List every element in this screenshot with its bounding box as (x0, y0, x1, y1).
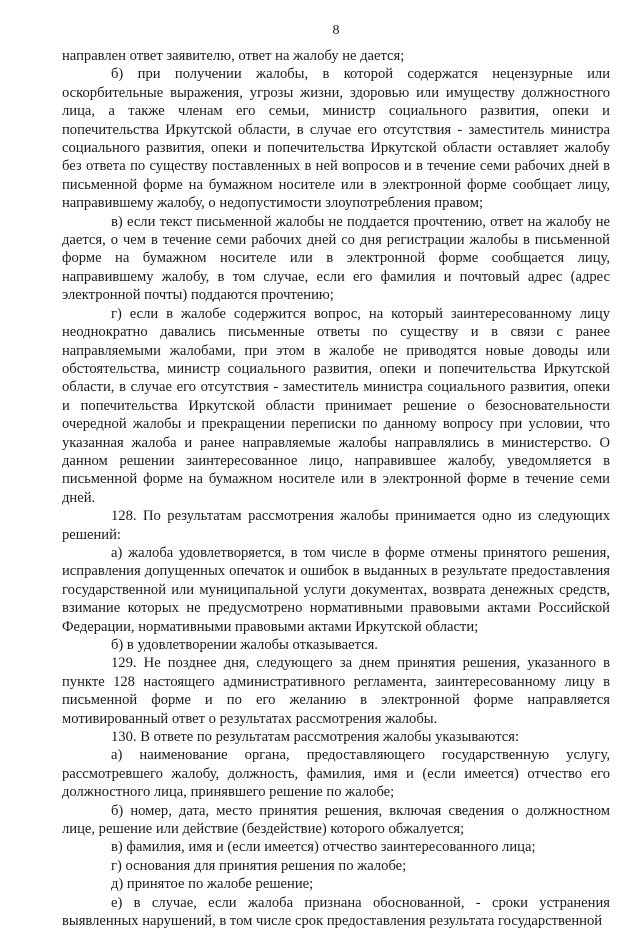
paragraph-item-v-unreadable: в) если текст письменной жалобы не поддается прочтению, ответ на жалобу не дается, о чем в течение семи рабочих дней со дня регистрации жалобы в письменной форме на бумажном носителе или в электронной форме сообщается лицу, направившему жалобу, в том случае, если его фамилия и почтовый адрес (адрес электронной почты) поддаются прочтению; (62, 213, 610, 304)
paragraph-130-d: д) принятое по жалобе решение; (111, 876, 314, 893)
paragraph-130-v: в) фамилия, имя и (если имеется) отчество заинтересованного лица; (111, 839, 536, 856)
paragraph-130-e: е) в случае, если жалоба признана обоснованной, - сроки устранения выявленных нарушений, в том числе срок предоставления результата государственной (62, 894, 610, 930)
paragraph-130-g: г) основания для принятия решения по жалобе; (111, 857, 407, 874)
paragraph-130: 130. В ответе по результатам рассмотрения жалобы указываются: (111, 729, 520, 746)
paragraph-item-g-repeated: г) если в жалобе содержится вопрос, на который заинтересованному лицу неоднократно давались письменные ответы по существу и в связи с ранее направляемыми жалобами, при этом в жалобе не приводятся новые доводы или обстоятельства, министр социального развития, опеки и попечительства Иркутской области, в случае его отсутствия - заместитель министра социального развития, опеки и попечительства Иркутской области принимает решение о безосновательности очередной жалобы и прекращении переписки по данному вопросу при условии, что указанная жалоба и ранее направляемые жалобы направлялись в министерство. О данном решении заинтересованное лицо, направившее жалобу, уведомляется в письменной форме на бумажном носителе или в электронной форме в течение семи дней. (62, 305, 610, 506)
paragraph-128-a: а) жалоба удовлетворяется, в том числе в форме отмены принятого решения, исправления допущенных опечаток и ошибок в выданных в результате предоставления государственной или муниципальной услуги документах, возврата денежных средств, взимание которых не предусмотрено нормативными правовыми актами Российской Федерации, нормативными правовыми актами Иркутской области; (62, 544, 610, 635)
paragraph-129: 129. Не позднее дня, следующего за днем принятия решения, указанного в пункте 128 настоящего административного регламента, заинтересованному лицу в письменной форме и по его желанию в электронной форме направляется мотивированный ответ о результатах рассмотрения жалобы. (62, 655, 610, 727)
paragraph-continuation: направлен ответ заявителю, ответ на жалобу не дается; (62, 48, 405, 64)
paragraph-128: 128. По результатам рассмотрения жалобы принимается одно из следующих решений: (62, 508, 610, 543)
paragraph-128-b: б) в удовлетворении жалобы отказывается. (111, 637, 378, 653)
paragraph-130-a: а) наименование органа, предоставляющего государственную услугу, рассмотревшего жалобу, должность, фамилия, имя и (если имеется) отчество его должностного лица, принявшего решение по жалобе; (62, 747, 610, 801)
paragraph-130-b: б) номер, дата, место принятия решения, включая сведения о должностном лице, решение или действие (бездействие) которого обжалуется; (62, 802, 610, 838)
document-page (62, 22, 610, 931)
page-number: 8 (332, 23, 340, 38)
paragraph-item-b-obscene: б) при получении жалобы, в которой содержатся нецензурные или оскорбительные выражения, угрозы жизни, здоровью или имуществу должностного лица, а также членам его семьи, министр социального развития, опеки и попечительства Иркутской области, в случае его отсутствия - заместитель министра социального развития, опеки и попечительства Иркутской области оставляет жалобу без ответа по существу поставленных в ней вопросов и в течение семи рабочих дней в письменной форме на бумажном носителе или в электронной форме сообщает лицу, направившему жалобу, о недопустимости злоупотребления правом; (62, 66, 610, 212)
